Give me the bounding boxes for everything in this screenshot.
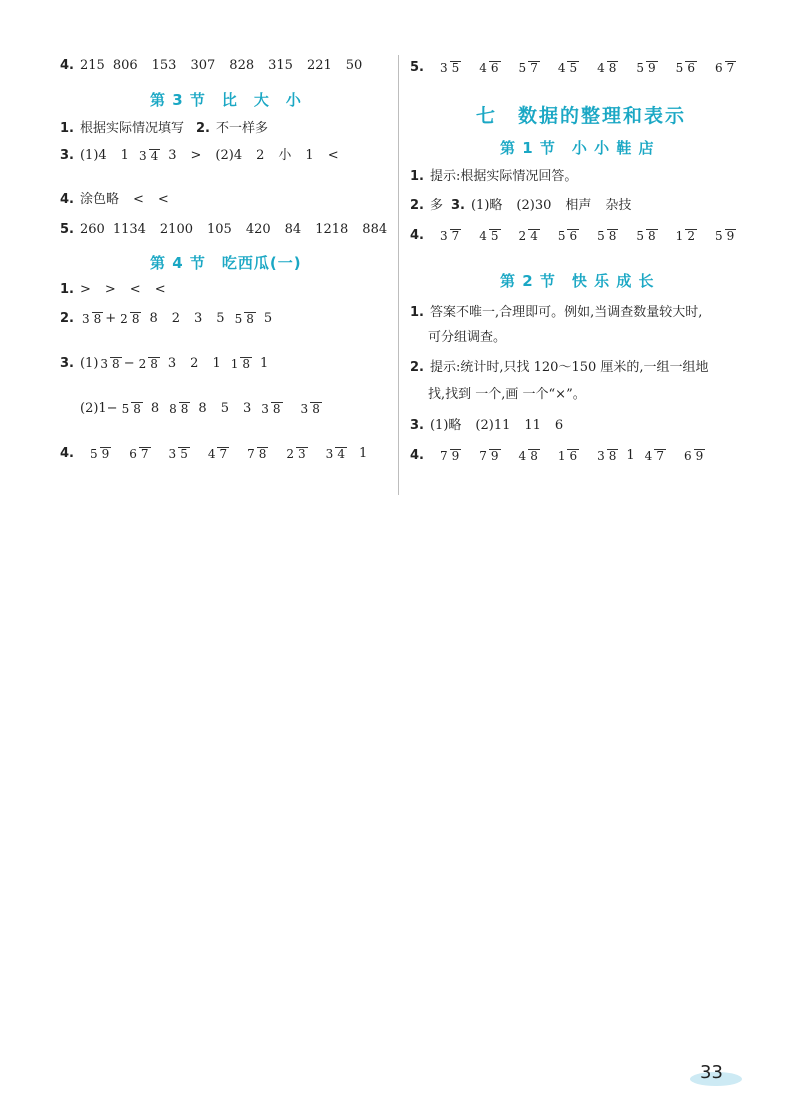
answer-line-l7 — [60, 311, 272, 327]
denominator: 8 — [530, 448, 538, 463]
value: 84 — [284, 222, 302, 237]
value: 315 — [268, 58, 293, 73]
fraction — [595, 229, 618, 243]
fraction — [595, 449, 618, 463]
numerator: 5 — [121, 401, 130, 416]
symbol: > — [104, 282, 116, 297]
answer-text: 找,找到 一个,画 一个“×”。 — [428, 387, 586, 402]
denominator: 8 — [272, 401, 281, 416]
operator: − — [123, 356, 135, 371]
item-number: 3. — [451, 198, 465, 213]
answer-line-l3 — [60, 148, 339, 164]
denominator: 9 — [490, 448, 499, 463]
value: 2100 — [159, 222, 193, 237]
denominator: 4 — [530, 228, 538, 243]
item-number: 1. — [410, 169, 424, 184]
value: 1134 — [112, 222, 146, 237]
answer-line-l5 — [60, 222, 387, 238]
value: 307 — [190, 58, 216, 73]
numerator: 4 — [207, 446, 216, 461]
denominator: 7 — [530, 60, 538, 75]
numerator: 8 — [169, 401, 177, 416]
value: 105 — [207, 222, 232, 237]
fraction — [137, 357, 160, 371]
numerator: 6 — [683, 448, 692, 463]
denominator: 8 — [150, 356, 158, 371]
section-heading-4: 第 4 节 吃西瓜(一) — [150, 254, 302, 272]
numerator: 4 — [557, 60, 566, 75]
numerator: 4 — [644, 448, 653, 463]
fraction — [713, 229, 736, 243]
denominator: 9 — [451, 448, 460, 463]
numerator: 2 — [286, 446, 295, 461]
denominator: 6 — [569, 448, 578, 463]
denominator: 7 — [451, 228, 460, 243]
answer-text: 11 — [524, 418, 541, 433]
item-number: 4. — [410, 448, 424, 463]
value: 8 — [198, 401, 207, 416]
operator: + — [105, 311, 117, 326]
answer-text: 涂色略 — [79, 192, 119, 207]
fraction — [206, 447, 229, 461]
symbol: < — [129, 282, 141, 297]
value: 50 — [345, 58, 363, 73]
answer-line-l4 — [60, 192, 169, 208]
value: 2 — [190, 356, 199, 371]
answer-line-r6b — [428, 387, 586, 403]
denominator: 4 — [337, 446, 345, 461]
value: 420 — [245, 222, 271, 237]
item-number: 1. — [410, 305, 424, 320]
numerator: 6 — [129, 446, 137, 461]
numerator: 1 — [230, 356, 239, 371]
answer-line-l8 — [60, 356, 268, 372]
item-number: 2. — [196, 121, 210, 136]
answer-text: 答案不唯一,合理即可。例如,当调查数量较大时, — [429, 305, 703, 320]
denominator: 7 — [656, 448, 664, 463]
answer-line-r2 — [410, 169, 577, 185]
answer-line-l1 — [60, 58, 362, 74]
numerator: 4 — [479, 228, 487, 243]
numerator: 3 — [300, 401, 309, 416]
section-heading-2: 第 2 节 快 乐 成 长 — [500, 272, 655, 290]
answer-text: 可分组调查。 — [428, 330, 507, 345]
fraction — [643, 449, 666, 463]
fraction — [284, 447, 307, 461]
fraction — [556, 449, 579, 463]
fraction — [477, 61, 500, 75]
denominator: 2 — [687, 228, 695, 243]
fraction — [299, 402, 322, 416]
item-number: 4. — [60, 58, 74, 73]
value: 828 — [229, 58, 255, 73]
fraction — [229, 357, 252, 371]
item-number: 3. — [60, 148, 74, 163]
fraction — [137, 149, 160, 163]
value: 1 — [260, 356, 269, 371]
numerator: 7 — [247, 446, 255, 461]
fraction — [324, 447, 347, 461]
answer-line-l9 — [80, 401, 330, 417]
symbol: < — [133, 192, 144, 207]
numerator: 5 — [518, 60, 527, 75]
value: (1)4 — [79, 148, 107, 163]
answer-line-r4 — [410, 228, 744, 244]
value: (2)1− — [80, 401, 118, 416]
value: 8 — [150, 401, 160, 416]
item-number: 1. — [60, 121, 74, 136]
page-number: 33 — [700, 1062, 723, 1083]
denominator: 6 — [569, 228, 578, 243]
fraction — [556, 229, 579, 243]
denominator: 6 — [490, 60, 499, 75]
value: 3 — [242, 401, 252, 416]
denominator: 9 — [695, 448, 704, 463]
fraction — [80, 312, 103, 326]
fraction — [674, 61, 697, 75]
value: (1) — [79, 356, 99, 371]
value: 260 — [79, 222, 105, 237]
item-number: 4. — [60, 192, 74, 207]
value: 5 — [216, 311, 225, 326]
item-number: 4. — [60, 446, 74, 461]
value: (2)4 — [215, 148, 243, 163]
fraction — [682, 449, 705, 463]
item-number: 1. — [60, 282, 74, 297]
denominator: 9 — [648, 60, 656, 75]
fraction — [517, 449, 540, 463]
value: 5 — [220, 401, 229, 416]
fraction — [118, 312, 141, 326]
numerator: 3 — [100, 356, 109, 371]
fraction — [438, 61, 461, 75]
answer-line-l10 — [60, 446, 367, 462]
numerator: 5 — [597, 228, 605, 243]
numerator: 3 — [597, 448, 605, 463]
numerator: 5 — [636, 228, 645, 243]
numerator: 4 — [597, 60, 605, 75]
fraction — [517, 61, 540, 75]
symbol: < — [154, 282, 166, 297]
item-number: 3. — [60, 356, 74, 371]
fraction — [127, 447, 150, 461]
value: 806 — [112, 58, 138, 73]
numerator: 2 — [138, 356, 147, 371]
numerator: 5 — [557, 228, 566, 243]
fraction — [120, 402, 143, 416]
value: 153 — [151, 58, 177, 73]
answer-text: 相声 — [565, 198, 592, 213]
numerator: 3 — [439, 228, 448, 243]
value: 1218 — [315, 222, 349, 237]
value: 1 — [358, 446, 368, 461]
numerator: 3 — [81, 311, 90, 326]
denominator: 8 — [112, 356, 120, 371]
fraction — [88, 447, 111, 461]
value: 1 — [305, 148, 314, 163]
denominator: 8 — [246, 311, 254, 326]
fraction — [233, 312, 256, 326]
value: 221 — [306, 58, 332, 73]
symbol: > — [190, 148, 202, 163]
value: 3 — [167, 356, 177, 371]
item-number: 2. — [410, 360, 424, 375]
answer-text: 杂技 — [605, 198, 632, 213]
value: 1 — [212, 356, 221, 371]
denominator: 5 — [490, 228, 499, 243]
fraction — [634, 61, 657, 75]
fraction — [674, 229, 697, 243]
numerator: 5 — [89, 446, 98, 461]
numerator: 5 — [636, 60, 645, 75]
fraction — [556, 61, 579, 75]
item-number: 3. — [410, 418, 424, 433]
answer-line-r5b — [428, 330, 506, 346]
value: 2 — [256, 148, 265, 163]
answer-line-l6 — [60, 282, 166, 298]
fraction — [477, 449, 500, 463]
symbol: < — [327, 148, 339, 163]
item-number: 5. — [410, 60, 424, 75]
fraction — [517, 229, 540, 243]
answer-text: (2)11 — [475, 418, 511, 433]
denominator: 7 — [726, 60, 735, 75]
denominator: 8 — [180, 401, 189, 416]
denominator: 7 — [219, 446, 228, 461]
denominator: 8 — [133, 401, 141, 416]
answer-text: 不一样多 — [215, 121, 268, 136]
denominator: 5 — [180, 446, 188, 461]
chapter-heading: 七 数据的整理和表示 — [476, 105, 687, 127]
fraction — [595, 61, 618, 75]
answer-line-r7 — [410, 418, 563, 434]
fraction — [98, 357, 121, 371]
answer-line-r3 — [410, 198, 631, 214]
value: 1 — [120, 148, 129, 163]
column-divider — [398, 55, 399, 495]
numerator: 5 — [234, 311, 243, 326]
numerator: 3 — [325, 446, 334, 461]
denominator: 9 — [726, 228, 735, 243]
numerator: 5 — [714, 228, 723, 243]
value: 3 — [194, 311, 203, 326]
denominator: 6 — [687, 60, 695, 75]
numerator: 1 — [675, 228, 684, 243]
fraction — [477, 229, 500, 243]
denominator: 4 — [150, 148, 159, 163]
denominator: 8 — [608, 228, 617, 243]
numerator: 7 — [439, 448, 448, 463]
denominator: 8 — [242, 356, 250, 371]
denominator: 3 — [298, 446, 306, 461]
denominator: 8 — [131, 311, 140, 326]
numerator: 3 — [439, 60, 448, 75]
numerator: 2 — [120, 311, 128, 326]
answer-text: (2)30 — [516, 198, 552, 213]
symbol: > — [79, 282, 91, 297]
numerator: 6 — [714, 60, 723, 75]
section-heading-3: 第 3 节 比 大 小 — [150, 91, 302, 109]
answer-line-r1 — [410, 60, 744, 76]
numerator: 1 — [557, 448, 566, 463]
item-number: 2. — [410, 198, 424, 213]
answer-line-r5a — [410, 305, 702, 321]
answer-text: 提示:根据实际情况回答。 — [429, 169, 578, 184]
denominator: 5 — [451, 60, 460, 75]
answer-text: (1)略 — [429, 418, 462, 433]
numerator: 4 — [518, 448, 527, 463]
numerator: 3 — [261, 401, 269, 416]
denominator: 8 — [93, 311, 102, 326]
fraction — [259, 402, 282, 416]
value: 小 — [278, 148, 292, 163]
symbol: < — [157, 192, 169, 207]
denominator: 8 — [608, 60, 617, 75]
denominator: 8 — [608, 448, 617, 463]
denominator: 9 — [101, 446, 110, 461]
fraction — [245, 447, 268, 461]
answer-text: 提示:统计时,只找 120～150 厘米的,一组一组地 — [429, 360, 709, 375]
item-number: 4. — [410, 228, 424, 243]
answer-line-l2 — [60, 121, 268, 137]
numerator: 3 — [138, 148, 147, 163]
numerator: 4 — [479, 60, 487, 75]
fraction — [713, 61, 736, 75]
value: 1 — [626, 448, 635, 463]
value: 2 — [171, 311, 181, 326]
fraction — [634, 229, 657, 243]
answer-line-r6a — [410, 360, 709, 376]
answer-line-r8 — [410, 448, 713, 464]
value: 884 — [362, 222, 388, 237]
fraction — [438, 229, 461, 243]
item-number: 5. — [60, 222, 74, 237]
section-heading-1: 第 1 节 小 小 鞋 店 — [500, 139, 655, 157]
answer-text: 多 — [429, 198, 443, 213]
numerator: 7 — [479, 448, 487, 463]
value: 5 — [263, 311, 273, 326]
value: 8 — [149, 311, 158, 326]
answer-text: 根据实际情况填写 — [79, 121, 184, 136]
numerator: 5 — [675, 60, 684, 75]
denominator: 8 — [648, 228, 656, 243]
value: 215 — [79, 58, 105, 73]
denominator: 8 — [258, 446, 267, 461]
value: 3 — [168, 148, 177, 163]
numerator: 2 — [518, 228, 527, 243]
fraction — [167, 402, 190, 416]
fraction — [438, 449, 461, 463]
denominator: 8 — [312, 401, 320, 416]
item-number: 2. — [60, 311, 74, 326]
denominator: 5 — [569, 60, 578, 75]
fraction — [167, 447, 190, 461]
denominator: 7 — [140, 446, 149, 461]
numerator: 3 — [168, 446, 177, 461]
answer-text: 6 — [554, 418, 564, 433]
answer-text: (1)略 — [470, 198, 503, 213]
